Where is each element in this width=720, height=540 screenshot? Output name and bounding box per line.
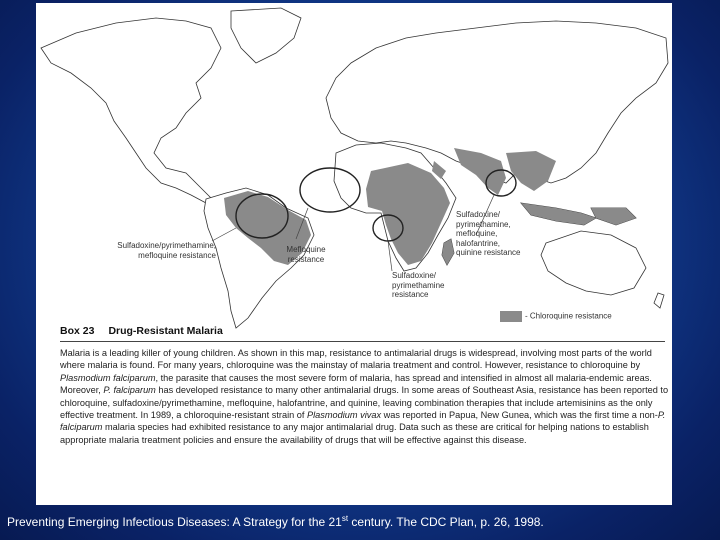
body-text-1: Malaria is a leading killer of young children. As shown in this map, resistance to antimalarial drugs is widespread, involving most parts of the world where malaria is found. For many years, chloroquine was the mainstay of malaria treatment and control. However, resistance to chloroquine by (60, 348, 652, 371)
label-southeast-asia: Sulfadoxine/ pyrimethamine, mefloquine, halofantrine, quinine resistance (456, 210, 521, 257)
body-text-2: , the parasite that causes the most severe form of malaria, has spread and intensified in almost all malaria-endemic areas. Moreover, (60, 372, 652, 396)
box-body-text (60, 347, 672, 446)
legend-label: Chloroquine resistance (529, 311, 612, 321)
body-italic-3: Plasmodium vivax (307, 410, 382, 421)
continents (41, 8, 668, 328)
map-legend (500, 311, 612, 322)
body-italic-1: Plasmodium falciparum (60, 372, 156, 383)
caption-pre: Preventing Emerging Infectious Diseases: A Strategy for the 21 (7, 515, 342, 529)
new-zealand-shape (654, 293, 664, 308)
world-map (36, 3, 672, 333)
body-text-5: malaria species had exhibited resistance to any major antimalarial drug. Data such as these are critical for helping nations to establish appropriate malaria treatment policies and ensure the availability of drugs that will be effective against this disease. (60, 422, 649, 445)
box-divider (60, 341, 665, 342)
slide-caption (7, 514, 544, 529)
legend-dash: - (525, 311, 530, 321)
document-page (36, 3, 672, 505)
box-title: Drug-Resistant Malaria (108, 325, 223, 337)
label-east-africa: Sulfadoxine/ pyrimethamine resistance (392, 271, 445, 299)
box-number: Box 23 (60, 325, 95, 337)
body-text-4: was reported in Papua, New Gunea, which was the first time a non- (381, 410, 658, 421)
caption-sup: st (341, 514, 349, 523)
resistance-papua (591, 208, 636, 225)
body-italic-4: P. falciparum (60, 410, 666, 433)
north-america-shape (41, 18, 221, 203)
box-heading (60, 325, 237, 337)
greenland-shape (231, 8, 301, 63)
australia-shape (541, 231, 646, 295)
body-italic-2: P. falciparum (103, 385, 156, 396)
body-text-3: has developed resistance to many other antimalarial drugs. In some areas of Southeast Asia, resistance has been reported to chloroquine, sulfadoxine/pyrimethamine, mefloquine, halofantrine, and quinine, leaving combination therapies that include artemisinins as the only effective treatment. In 1989, a chloroquine-resistant strain of (60, 385, 669, 421)
label-west-africa: Mefloquine resistance (286, 245, 326, 264)
label-south-america: Sulfadoxine/pyrimethamine, mefloquine resistance (117, 241, 216, 260)
caption-post: century. The CDC Plan, p. 26, 1998. (348, 515, 544, 529)
legend-swatch (500, 311, 522, 322)
